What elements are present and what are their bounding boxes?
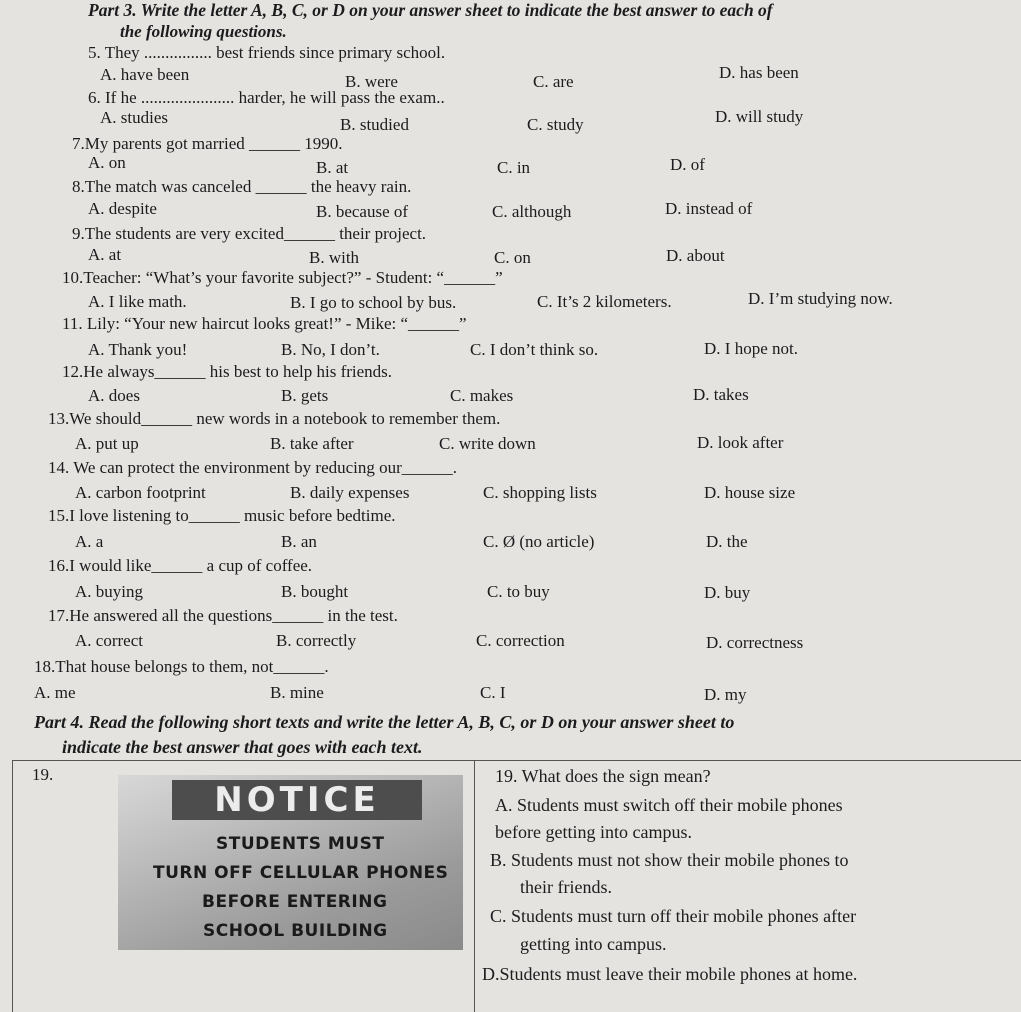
- question-5-option-c: C. are: [533, 72, 574, 91]
- question-19-option-b-line1: B. Students must not show their mobile phones to: [490, 850, 849, 870]
- question-14-option-a: A. carbon footprint: [75, 483, 206, 502]
- question-8-option-c: C. although: [492, 202, 572, 221]
- question-13-option-b: B. take after: [270, 434, 354, 453]
- question-13-option-c: C. write down: [439, 434, 536, 453]
- question-16-option-c: C. to buy: [487, 582, 550, 601]
- table-top-border: [12, 760, 1021, 761]
- question-13-option-a: A. put up: [75, 434, 139, 453]
- question-11-option-c: C. I don’t think so.: [470, 340, 599, 359]
- part3-heading: [88, 0, 773, 20]
- question-17-option-b: B. correctly: [276, 631, 357, 650]
- question-8-option-a: A. despite: [88, 199, 157, 218]
- question-13-stem: 13.We should______ new words in a notebook to remember them.: [48, 409, 501, 428]
- question-5-option-a: A. have been: [100, 65, 190, 84]
- question-19-stem: 19. What does the sign mean?: [495, 766, 711, 786]
- question-18-stem: 18.That house belongs to them, not______.: [34, 657, 329, 676]
- question-15-option-c: C. Ø (no article): [483, 532, 595, 551]
- question-5-stem: 5. They ................ best friends since primary school.: [88, 43, 446, 62]
- table-left-border: [12, 760, 13, 1012]
- question-13-option-d: D. look after: [697, 433, 784, 452]
- question-12-stem: 12.He always______ his best to help his friends.: [62, 362, 393, 381]
- question-19-option-a-line1: A. Students must switch off their mobile phones: [495, 795, 843, 815]
- question-9-option-c: C. on: [494, 248, 531, 267]
- question-7-option-d: D. of: [670, 155, 705, 174]
- question-10-option-a: A. I like math.: [88, 292, 187, 311]
- question-8-stem: 8.The match was canceled ______ the heavy rain.: [72, 177, 412, 196]
- question-12-option-c: C. makes: [450, 386, 514, 405]
- question-11-stem: 11. Lily: “Your new haircut looks great!” - Mike: “______”: [62, 314, 467, 333]
- question-18-option-a: A. me: [34, 683, 76, 702]
- part4-heading: Part 4. Read the following short texts and write the letter A, B, C, or D on your answer sheet to: [34, 712, 735, 732]
- question-6-stem: 6. If he ...................... harder, he will pass the exam..: [88, 88, 445, 107]
- question-5-option-d: D. has been: [719, 63, 799, 82]
- question-7-option-b: B. at: [316, 158, 349, 177]
- question-5-option-b: B. were: [345, 72, 398, 91]
- question-15-option-d: D. the: [706, 532, 748, 551]
- question-6-option-a: A. studies: [100, 108, 168, 127]
- question-9-option-d: D. about: [666, 246, 725, 265]
- question-10-option-d: D. I’m studying now.: [748, 289, 893, 308]
- question-19-option-d: D.Students must leave their mobile phones at home.: [482, 964, 858, 984]
- question-6-option-c: C. study: [527, 115, 584, 134]
- question-19-option-c-line2: getting into campus.: [520, 934, 667, 954]
- question-19-number: 19.: [32, 765, 54, 784]
- notice-line-2: TURN OFF CELLULAR PHONES: [153, 863, 449, 883]
- question-14-option-d: D. house size: [704, 483, 796, 502]
- notice-title: NOTICE: [172, 780, 422, 820]
- question-11-option-b: B. No, I don’t.: [281, 340, 380, 359]
- question-16-option-a: A. buying: [75, 582, 143, 601]
- question-14-option-b: B. daily expenses: [290, 483, 410, 502]
- part4-subheading: indicate the best answer that goes with each text.: [62, 737, 423, 757]
- question-17-option-c: C. correction: [476, 631, 565, 650]
- question-9-option-b: B. with: [309, 248, 360, 267]
- question-19-option-c-line1: C. Students must turn off their mobile phones after: [490, 906, 857, 926]
- part3-subheading: the following questions.: [120, 22, 287, 41]
- question-14-option-c: C. shopping lists: [483, 483, 597, 502]
- question-16-option-d: D. buy: [704, 583, 751, 602]
- question-11-option-a: A. Thank you!: [88, 340, 188, 359]
- table-middle-border: [474, 760, 475, 1012]
- question-15-option-b: B. an: [281, 532, 317, 551]
- question-7-stem: 7.My parents got married ______ 1990.: [72, 134, 343, 153]
- question-9-stem: 9.The students are very excited______ their project.: [72, 224, 427, 243]
- question-12-option-a: A. does: [88, 386, 140, 405]
- question-18-option-c: C. I: [480, 683, 506, 702]
- notice-line-1: STUDENTS MUST: [216, 834, 385, 854]
- question-12-option-d: D. takes: [693, 385, 749, 404]
- question-6-option-b: B. studied: [340, 115, 409, 134]
- question-15-stem: 15.I love listening to______ music before bedtime.: [48, 506, 396, 525]
- notice-line-4: SCHOOL BUILDING: [203, 921, 388, 941]
- question-10-option-c: C. It’s 2 kilometers.: [537, 292, 672, 311]
- question-8-option-d: D. instead of: [665, 199, 753, 218]
- question-19-option-a-line2: before getting into campus.: [495, 822, 692, 842]
- question-18-option-d: D. my: [704, 685, 747, 704]
- question-16-option-b: B. bought: [281, 582, 349, 601]
- question-19-option-b-line2: their friends.: [520, 877, 612, 897]
- notice-line-3: BEFORE ENTERING: [202, 892, 388, 912]
- question-10-stem: 10.Teacher: “What’s your favorite subject?” - Student: “______”: [62, 268, 503, 287]
- question-18-option-b: B. mine: [270, 683, 324, 702]
- question-10-option-b: B. I go to school by bus.: [290, 293, 457, 312]
- question-17-option-a: A. correct: [75, 631, 143, 650]
- question-11-option-d: D. I hope not.: [704, 339, 798, 358]
- question-8-option-b: B. because of: [316, 202, 409, 221]
- question-12-option-b: B. gets: [281, 386, 329, 405]
- question-15-option-a: A. a: [75, 532, 104, 551]
- question-7-option-a: A. on: [88, 153, 126, 172]
- question-9-option-a: A. at: [88, 245, 122, 264]
- question-17-stem: 17.He answered all the questions______ in the test.: [48, 606, 398, 625]
- question-7-option-c: C. in: [497, 158, 531, 177]
- question-14-stem: 14. We can protect the environment by reducing our______.: [48, 458, 458, 477]
- question-17-option-d: D. correctness: [706, 633, 804, 652]
- question-16-stem: 16.I would like______ a cup of coffee.: [48, 556, 313, 575]
- part3-heading-text: Part 3. Write the letter A, B, C, or D on your answer sheet to indicate the best answer to each of: [88, 0, 773, 20]
- question-6-option-d: D. will study: [715, 107, 804, 126]
